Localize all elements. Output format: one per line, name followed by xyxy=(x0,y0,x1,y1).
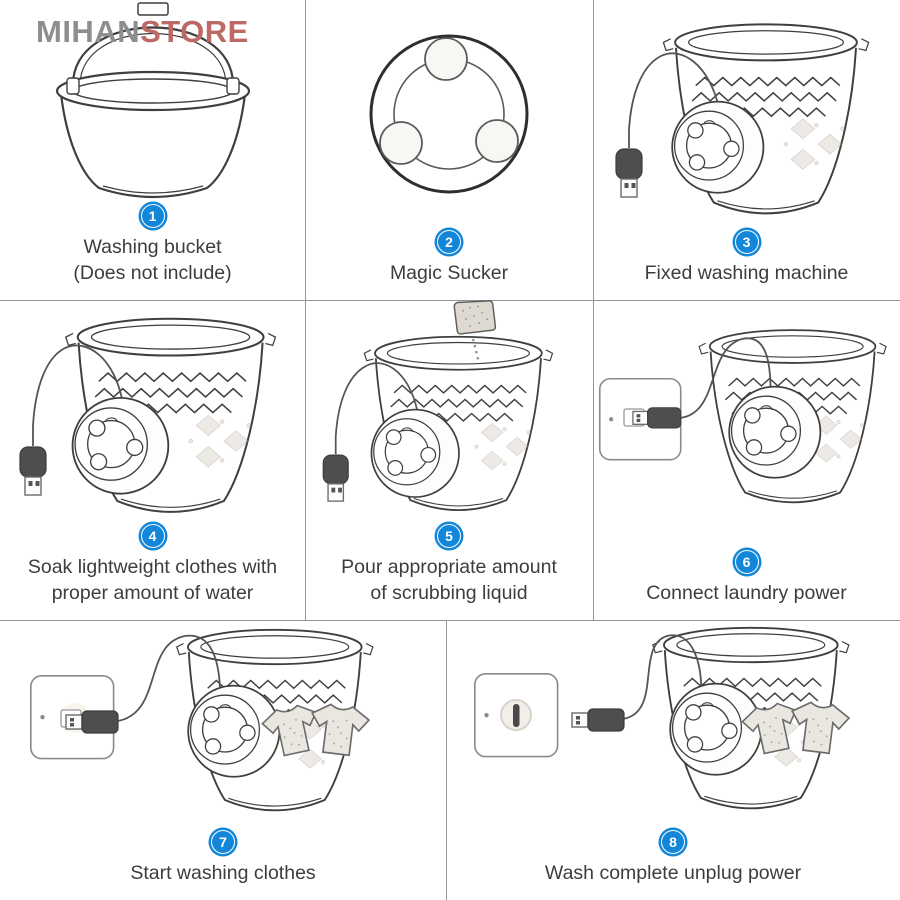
step-8-badge: 8 xyxy=(661,830,685,854)
step-3-panel xyxy=(593,0,900,300)
step-7-caption: Start washing clothes xyxy=(130,861,316,884)
step-5-badge: 5 xyxy=(437,524,461,548)
bucket-soaking-icon xyxy=(3,298,303,522)
step-1-badge: 1 xyxy=(141,204,165,228)
washer-device-icon xyxy=(371,410,459,498)
step-8-caption: Wash complete unplug power xyxy=(544,861,802,884)
step-4-caption: Soak lightweight clothes with proper amount of water xyxy=(27,556,278,604)
washer-device-icon xyxy=(670,683,761,774)
step-7-illustration xyxy=(0,614,446,828)
usb-plug-icon xyxy=(20,447,46,495)
unplug-power-icon xyxy=(463,614,883,828)
power-button-bar xyxy=(513,704,520,727)
step-2-caption: Magic Sucker xyxy=(389,261,509,284)
detergent-packet-icon xyxy=(451,298,498,338)
step-3-badge: 3 xyxy=(735,230,759,254)
step-8-illustration xyxy=(446,614,900,828)
usb-plug-icon xyxy=(323,455,348,501)
step-1-caption: Washing bucket (Does not include) xyxy=(73,236,232,284)
step-4-panel xyxy=(0,300,305,620)
step-3-illustration xyxy=(593,0,900,228)
step-6-illustration xyxy=(593,300,900,548)
step-3-caption: Fixed washing machine xyxy=(644,261,849,284)
step-2-panel xyxy=(305,0,593,300)
step-2-illustration xyxy=(305,0,593,228)
bucket-pour-detergent-icon xyxy=(305,294,593,522)
usb-plug-icon xyxy=(572,709,624,731)
usb-plug-icon xyxy=(616,149,642,197)
step-5-panel xyxy=(305,300,593,620)
washer-device-icon xyxy=(72,398,168,494)
step-6-badge: 6 xyxy=(735,550,759,574)
step-5-caption: Pour appropriate amount of scrubbing liquid xyxy=(341,556,557,604)
step-7-panel xyxy=(0,620,446,900)
step-7-badge: 7 xyxy=(211,830,235,854)
step-2-badge: 2 xyxy=(437,230,461,254)
step-8-panel xyxy=(446,620,900,900)
brand-logo-primary: MIHAN xyxy=(36,14,141,49)
brand-logo xyxy=(36,14,249,50)
step-6-panel xyxy=(593,300,900,620)
bucket-with-washer-and-usb-icon xyxy=(599,8,895,220)
magic-sucker-icon xyxy=(363,28,535,200)
step-6-caption: Connect laundry power xyxy=(646,581,847,604)
step-4-illustration xyxy=(0,298,305,522)
step-4-badge: 4 xyxy=(141,524,165,548)
washer-device-icon xyxy=(188,685,279,776)
usb-plug-icon xyxy=(632,408,680,428)
start-washing-icon xyxy=(13,614,433,828)
brand-logo-accent: STORE xyxy=(140,14,249,49)
washer-device-icon xyxy=(729,386,820,477)
step-5-illustration xyxy=(305,294,593,522)
connect-power-icon xyxy=(594,313,900,535)
washer-device-icon xyxy=(672,101,763,192)
